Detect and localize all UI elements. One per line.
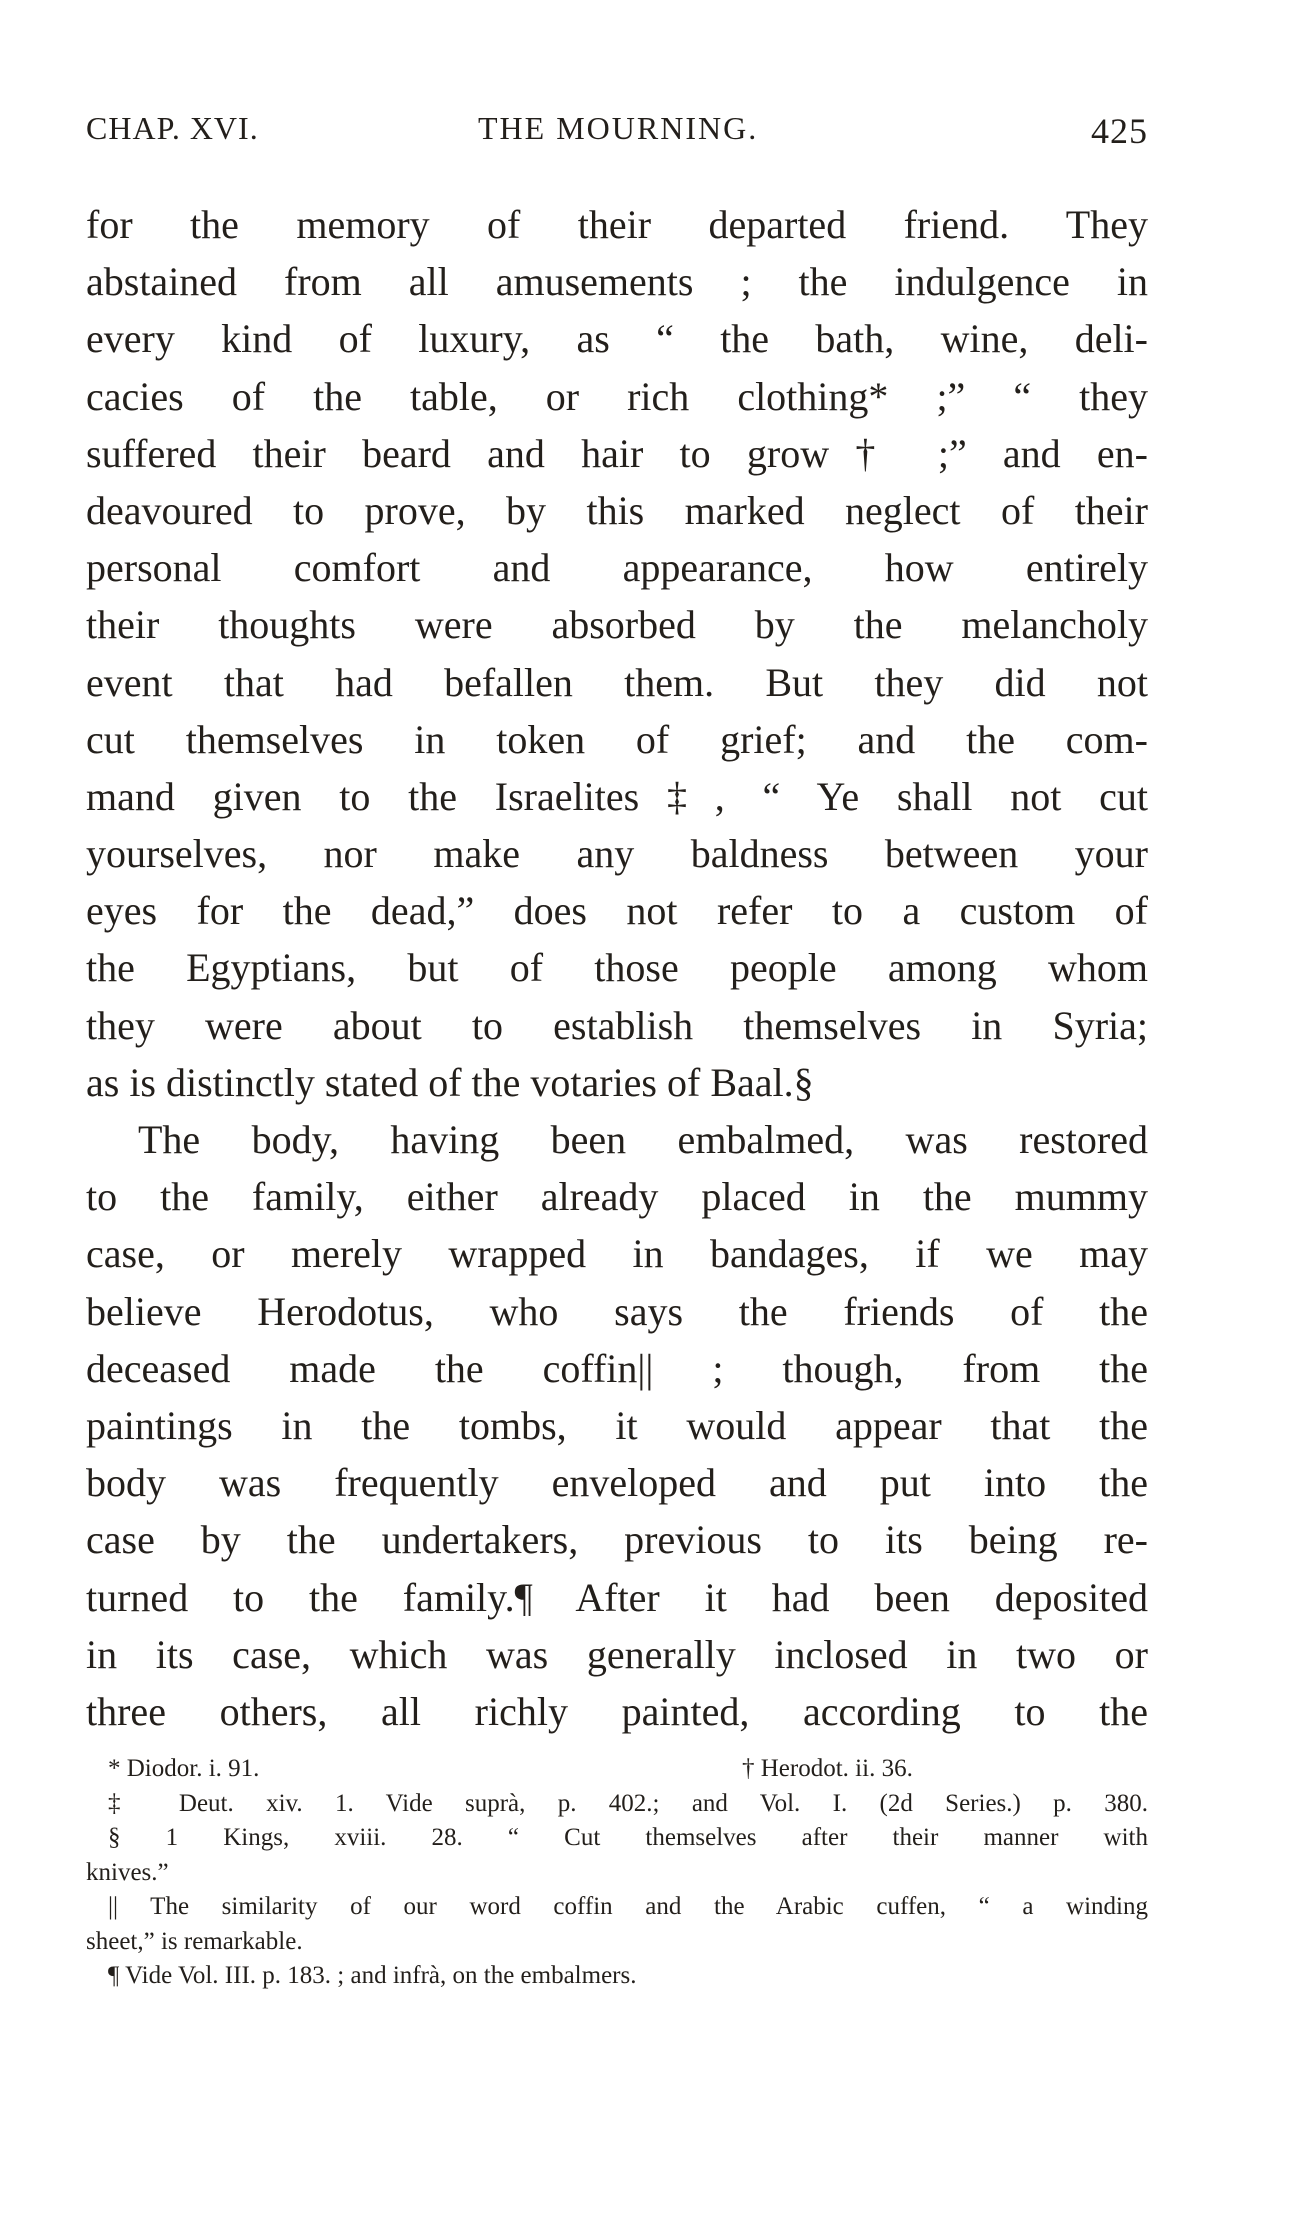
footnote-pilcrow: ¶ Vide Vol. III. p. 183. ; and infrà, on the embalmers. bbox=[108, 1962, 637, 1989]
text-line: abstained from all amusements ; the indulgence in bbox=[86, 259, 1148, 305]
text-line: turned to the family.¶ After it had been deposited bbox=[86, 1574, 1148, 1620]
text-line: personal comfort and appearance, how entirely bbox=[86, 545, 1148, 591]
text-line: yourselves, nor make any baldness between your bbox=[86, 831, 1148, 877]
text-line: paintings in the tombs, it would appear that the bbox=[86, 1402, 1148, 1448]
text-line: to the family, either already placed in the mummy bbox=[86, 1174, 1148, 1220]
running-title: THE MOURNING. bbox=[478, 110, 759, 146]
chapter-label: CHAP. XVI. bbox=[86, 110, 259, 146]
text-line: as is distinctly stated of the votaries of Baal.§ bbox=[86, 1059, 814, 1105]
text-line: deceased made the coffin|| ; though, from the bbox=[86, 1345, 1148, 1391]
text-line: suffered their beard and hair to grow† ;” and en- bbox=[86, 430, 1148, 476]
running-header bbox=[86, 110, 1148, 154]
text-line: in its case, which was generally inclosed in two or bbox=[86, 1631, 1148, 1677]
text-line: body was frequently enveloped and put into the bbox=[86, 1460, 1148, 1506]
text-line: cacies of the table, or rich clothing* ;” “ they bbox=[86, 373, 1148, 419]
footnotes bbox=[86, 1752, 1148, 1994]
text-line: event that had befallen them. But they did not bbox=[86, 659, 1148, 705]
text-line: cut themselves in token of grief; and the com- bbox=[86, 716, 1148, 762]
text-line: The body, having been embalmed, was restored bbox=[138, 1117, 1148, 1162]
text-line: mand given to the Israelites‡, “ Ye shall not cut bbox=[86, 773, 1148, 819]
footnote-parallel-continuation: sheet,” is remarkable. bbox=[86, 1927, 303, 1955]
footnote-double-dagger: ‡ Deut. xiv. 1. Vide suprà, p. 402.; and Vol. I. (2d Series.) p. 380. bbox=[108, 1789, 1148, 1817]
text-line: they were about to establish themselves in Syria; bbox=[86, 1002, 1148, 1048]
footnote-row bbox=[86, 1752, 1148, 1787]
text-line: every kind of luxury, as “ the bath, wine, deli- bbox=[86, 316, 1148, 362]
text-line: the Egyptians, but of those people among whom bbox=[86, 945, 1148, 991]
text-line: their thoughts were absorbed by the melancholy bbox=[86, 602, 1148, 648]
text-line: for the memory of their departed friend. They bbox=[86, 202, 1148, 247]
text-line: believe Herodotus, who says the friends of the bbox=[86, 1288, 1148, 1334]
text-line: case by the undertakers, previous to its being re- bbox=[86, 1517, 1148, 1563]
footnote-section-continuation: knives.” bbox=[86, 1858, 169, 1886]
page-number: 425 bbox=[1091, 111, 1148, 151]
text-line: deavoured to prove, by this marked neglect of their bbox=[86, 487, 1148, 533]
text-line: eyes for the dead,” does not refer to a custom of bbox=[86, 888, 1148, 934]
text-line: case, or merely wrapped in bandages, if we may bbox=[86, 1231, 1148, 1277]
footnote-section-line: § 1 Kings, xviii. 28. “ Cut themselves after their manner with bbox=[108, 1824, 1148, 1851]
footnote-dagger: † Herodot. ii. 36. bbox=[742, 1755, 913, 1782]
body-text bbox=[86, 196, 1148, 1740]
text-line: three others, all richly painted, according to the bbox=[86, 1688, 1148, 1734]
footnote-parallel-line: || The similarity of our word coffin and the Arabic cuffen, “ a winding bbox=[108, 1893, 1148, 1920]
footnote-asterisk: * Diodor. i. 91. bbox=[108, 1755, 260, 1782]
